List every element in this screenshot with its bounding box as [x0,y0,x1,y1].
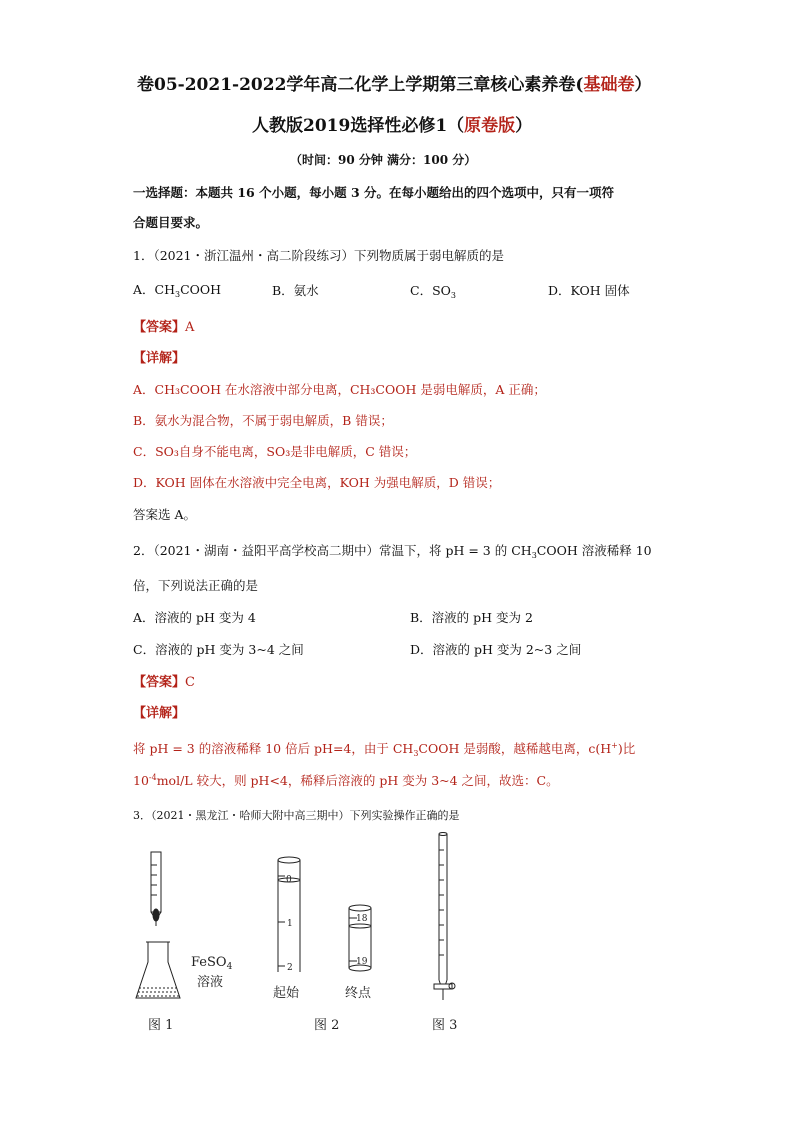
figure1-dropper-flask [136,852,180,998]
q2-detail-label: 【详解】 [133,706,186,721]
q2-explanation-line2: $10^{-4}mol/L$ 较大，则 pH<4，稀释后溶液的 pH 变为 3~4 之间，故选：C。 [133,773,559,788]
figure2-tick-2: 2 [287,963,293,973]
doc-title-line1 [137,70,651,95]
figure1-caption: 图 1 [148,1018,174,1033]
figure2-end-label: 终点 [345,986,372,1001]
q1-detail-d: D．KOH 固体在水溶液中完全电离，KOH 为强电解质，D 错误； [133,475,501,490]
q2-option-b: B．溶液的 pH 变为 2 [410,610,533,625]
figure2-tick-0: 0 [286,875,292,885]
title-line1-paren-close: ） [634,75,652,95]
time-score: （时间：90 分钟 满分：100 分） [290,153,477,167]
q1-stem: 1．（2021・浙江温州・高二阶段练习）下列物质属于弱电解质的是 [133,248,505,263]
title-line1-prefix: 卷05-2021-2022学年高二化学上学期第三章核心素养卷 [137,75,576,95]
section-intro-line2: 合题目要求。 [133,215,209,230]
q2-stem-line1: 2．（2021・湖南・益阳平高学校高二期中）常温下，将 pH = 3 的 $CH_3COOH$ 溶液稀释 10 [133,543,652,560]
title-line2-paren-open: （ [447,116,465,136]
q2-stem-line2: 倍，下列说法正确的是 [133,578,259,593]
q2-option-c: C．溶液的 pH 变为 3~4 之间 [133,642,304,657]
q1-option-a: A．$CH_3COOH$ [133,282,222,299]
title-line1-paren-open: ( [575,75,584,95]
figure2-tick-19: 19 [356,957,368,967]
figure1-reagent-solution: 溶液 [197,975,224,990]
q2-answer: 【答案】C [133,675,195,690]
figure3-caption: 图 3 [432,1018,458,1033]
title-line2-paren-close: ） [515,116,533,136]
q2-option-d: D．溶液的 pH 变为 2~3 之间 [410,642,582,657]
section-intro-line1: 一选择题：本题共 16 个小题，每小题 3 分。在每小题给出的四个选项中，只有一项符 [133,185,615,200]
figure3-burette [434,833,455,1001]
figure2-tick-1: 1 [287,919,293,929]
figure1-reagent: FeSO$_4$ [191,955,233,972]
title-line1-red: 基础卷 [583,75,635,95]
title-line2-prefix: 人教版2019选择性必修1 [252,116,448,136]
q1-option-c: C．$SO_3$ [410,283,456,300]
q2-explanation-line1: 将 pH = 3 的溶液稀释 10 倍后 pH=4，由于 $CH_3COOH$ 是弱酸，越稀越电离，c(H+)比 [133,741,636,758]
q1-option-b: B．氨水 [272,283,319,298]
figure2-caption: 图 2 [314,1018,340,1033]
q1-detail-c: C．SO₃自身不能电离，SO₃是非电解质，C 错误； [133,444,417,459]
figure2-tick-18: 18 [356,914,368,924]
q1-answer: 【答案】A [133,320,195,335]
q1-detail-b: B．氨水为混合物，不属于弱电解质，B 错误； [133,413,393,428]
q1-detail-conclusion: 答案选 A。 [133,507,197,522]
q2-option-a: A．溶液的 pH 变为 4 [133,610,256,625]
q1-option-d: D．KOH 固体 [548,283,630,298]
q1-detail-label: 【详解】 [133,351,186,366]
doc-title-line2 [252,111,532,136]
figure2-start-label: 起始 [273,986,300,1001]
q3-figures [0,830,794,1090]
q3-stem: 3．（2021・黑龙江・哈师大附中高三期中）下列实验操作正确的是 [133,809,460,822]
title-line2-red: 原卷版 [464,116,516,136]
q1-detail-a: A．CH₃COOH 在水溶液中部分电离，CH₃COOH 是弱电解质，A 正确； [133,382,546,397]
